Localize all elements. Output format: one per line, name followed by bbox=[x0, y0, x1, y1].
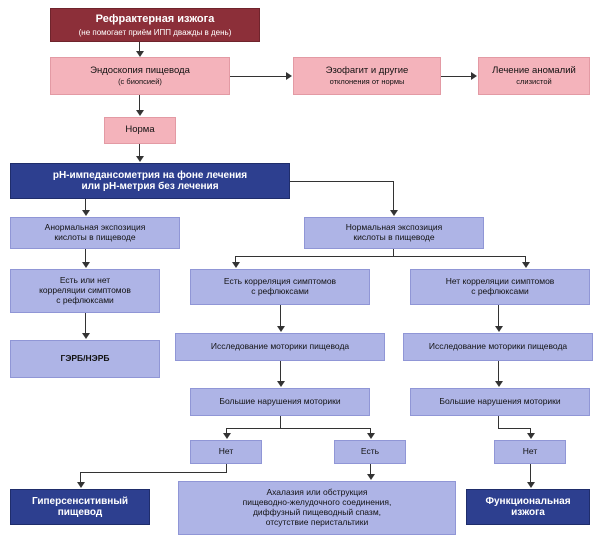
arrowhead-esophagitis bbox=[286, 72, 292, 80]
node-no-left bbox=[190, 440, 262, 464]
node-correlation-yes bbox=[190, 269, 370, 305]
node-refractory-heartburn bbox=[50, 8, 260, 42]
node-correlation-no bbox=[410, 269, 590, 305]
node-no-right bbox=[494, 440, 566, 464]
node-normal-exposure bbox=[304, 217, 484, 249]
node-gerd-nerd-label: ГЭРБ/НЭРБ bbox=[60, 353, 110, 364]
connector-esophagitis-treatment bbox=[441, 76, 471, 77]
node-abnormal-exposure-line1: Анормальная экспозиция bbox=[44, 222, 146, 233]
arrowhead-correlation-no bbox=[522, 262, 530, 268]
node-motility-study-right bbox=[403, 333, 593, 361]
node-motility-study-right-label: Исследование моторики пищевода bbox=[428, 341, 568, 352]
node-correlation-any-line1: Есть или нет bbox=[59, 275, 111, 286]
arrowhead-motility-left bbox=[277, 326, 285, 332]
arrowhead-endoscopy bbox=[136, 51, 144, 57]
node-functional-line2: изжога bbox=[511, 507, 545, 518]
arrowhead-no-right bbox=[527, 433, 535, 439]
node-motility-study-left-label: Исследование моторики пищевода bbox=[210, 341, 350, 352]
node-refractory-heartburn-line2: (не помогает приём ИПП дважды в день) bbox=[78, 27, 232, 37]
connector-corryes-motility bbox=[280, 305, 281, 326]
node-achalasia bbox=[178, 481, 456, 535]
node-yes-middle bbox=[334, 440, 406, 464]
node-esophagitis-line2: отклонения от нормы bbox=[329, 76, 405, 86]
arrowhead-treatment bbox=[471, 72, 477, 80]
connector-no-left-down bbox=[226, 464, 227, 472]
node-ph-impedance-line1: pH-импедансометрия на фоне лечения bbox=[52, 169, 248, 181]
arrowhead-normal-exposure bbox=[390, 210, 398, 216]
connector-major-left-bus bbox=[226, 428, 371, 429]
node-no-right-label: Нет bbox=[522, 446, 538, 457]
node-endoscopy-line1: Эндоскопия пищевода bbox=[90, 64, 190, 76]
node-correlation-no-line1: Нет корреляции симптомов bbox=[445, 276, 555, 287]
node-norm bbox=[104, 117, 176, 144]
arrowhead-achalasia bbox=[367, 474, 375, 480]
node-achalasia-line4: отсутствие перистальтики bbox=[265, 516, 369, 527]
connector-motility-major-right bbox=[498, 361, 499, 381]
connector-major-left-down bbox=[280, 416, 281, 428]
connector-ph-down-left bbox=[85, 199, 86, 210]
node-endoscopy bbox=[50, 57, 230, 95]
node-norm-label: Норма bbox=[125, 124, 155, 136]
node-achalasia-line1: Ахалазия или обструкция bbox=[266, 487, 368, 498]
connector-major-right-down bbox=[498, 416, 499, 428]
connector-motility-major-left bbox=[280, 361, 281, 381]
connector-major-right-bus bbox=[498, 428, 531, 429]
node-endoscopy-line2: (с биопсией) bbox=[118, 76, 162, 86]
connector-endoscopy-norm bbox=[139, 95, 140, 110]
node-abnormal-exposure-line2: кислоты в пищеводе bbox=[54, 232, 136, 242]
node-mucosal-treatment bbox=[478, 57, 590, 95]
node-correlation-any bbox=[10, 269, 160, 313]
connector-no-right-functional bbox=[530, 464, 531, 482]
node-normal-exposure-line2: кислоты в пищеводе bbox=[353, 232, 435, 242]
connector-ph-right-bus bbox=[290, 181, 394, 182]
node-mucosal-treatment-line2: слизистой bbox=[516, 76, 552, 86]
node-functional-heartburn bbox=[466, 489, 590, 525]
connector-corrno-motility bbox=[498, 305, 499, 326]
arrowhead-yes-middle bbox=[367, 433, 375, 439]
node-yes-middle-label: Есть bbox=[360, 446, 380, 457]
node-correlation-any-line2: корреляции симптомов bbox=[39, 285, 131, 296]
node-ph-impedance bbox=[10, 163, 290, 199]
arrowhead-gerd bbox=[82, 333, 90, 339]
arrowhead-norm bbox=[136, 110, 144, 116]
arrowhead-abnormal-exposure bbox=[82, 210, 90, 216]
node-normal-exposure-line1: Нормальная экспозиция bbox=[345, 222, 443, 233]
node-motility-study-left bbox=[175, 333, 385, 361]
connector-correlation-gerd bbox=[85, 313, 86, 333]
node-major-motility-left-label: Большие нарушения моторики bbox=[219, 396, 341, 407]
arrowhead-major-right bbox=[495, 381, 503, 387]
node-major-motility-right-label: Большие нарушения моторики bbox=[439, 396, 561, 407]
node-hypersensitive-esophagus bbox=[10, 489, 150, 525]
node-correlation-yes-line2: с рефлюксами bbox=[251, 286, 309, 296]
connector-no-left-elbow bbox=[80, 472, 227, 473]
node-no-left-label: Нет bbox=[218, 446, 234, 457]
connector-norm-ph bbox=[139, 144, 140, 156]
node-functional-line1: Функциональная bbox=[485, 495, 571, 507]
node-hypersensitive-line2: пищевод bbox=[57, 507, 103, 518]
node-ph-impedance-line2: или pH-метрия без лечения bbox=[81, 181, 219, 192]
node-gerd-nerd bbox=[10, 340, 160, 378]
arrowhead-correlation-any bbox=[82, 262, 90, 268]
node-esophagitis-line1: Эзофагит и другие bbox=[325, 64, 409, 76]
node-achalasia-line3: диффузный пищеводный спазм, bbox=[252, 507, 382, 517]
node-correlation-no-line2: с рефлюксами bbox=[471, 286, 529, 296]
connector-normal-bus bbox=[235, 256, 526, 257]
connector-hypersensitive-down bbox=[80, 472, 81, 482]
connector-abnormal-correlation bbox=[85, 249, 86, 262]
node-major-motility-left bbox=[190, 388, 370, 416]
node-hypersensitive-line1: Гиперсенситивный bbox=[31, 495, 129, 507]
node-mucosal-treatment-line1: Лечение аномалий bbox=[492, 64, 576, 76]
connector-normal-down bbox=[393, 249, 394, 256]
connector-ph-down-right bbox=[393, 181, 394, 210]
connector-yes-achalasia bbox=[370, 464, 371, 474]
connector-endoscopy-esophagitis bbox=[230, 76, 286, 77]
arrowhead-major-left bbox=[277, 381, 285, 387]
node-correlation-any-line3: с рефлюксами bbox=[56, 294, 114, 305]
arrowhead-no-left bbox=[223, 433, 231, 439]
connector-refractory-endoscopy bbox=[139, 42, 140, 51]
arrowhead-functional bbox=[527, 482, 535, 488]
node-abnormal-exposure bbox=[10, 217, 180, 249]
node-refractory-heartburn-line1: Рефрактерная изжога bbox=[95, 13, 215, 26]
node-correlation-yes-line1: Есть корреляция симптомов bbox=[223, 276, 337, 287]
arrowhead-motility-right bbox=[495, 326, 503, 332]
arrowhead-hypersensitive bbox=[77, 482, 85, 488]
arrowhead-correlation-yes bbox=[232, 262, 240, 268]
node-major-motility-right bbox=[410, 388, 590, 416]
node-esophagitis bbox=[293, 57, 441, 95]
node-achalasia-line2: пищеводно-желудочного соединения, bbox=[242, 497, 392, 508]
arrowhead-ph-impedance bbox=[136, 156, 144, 162]
